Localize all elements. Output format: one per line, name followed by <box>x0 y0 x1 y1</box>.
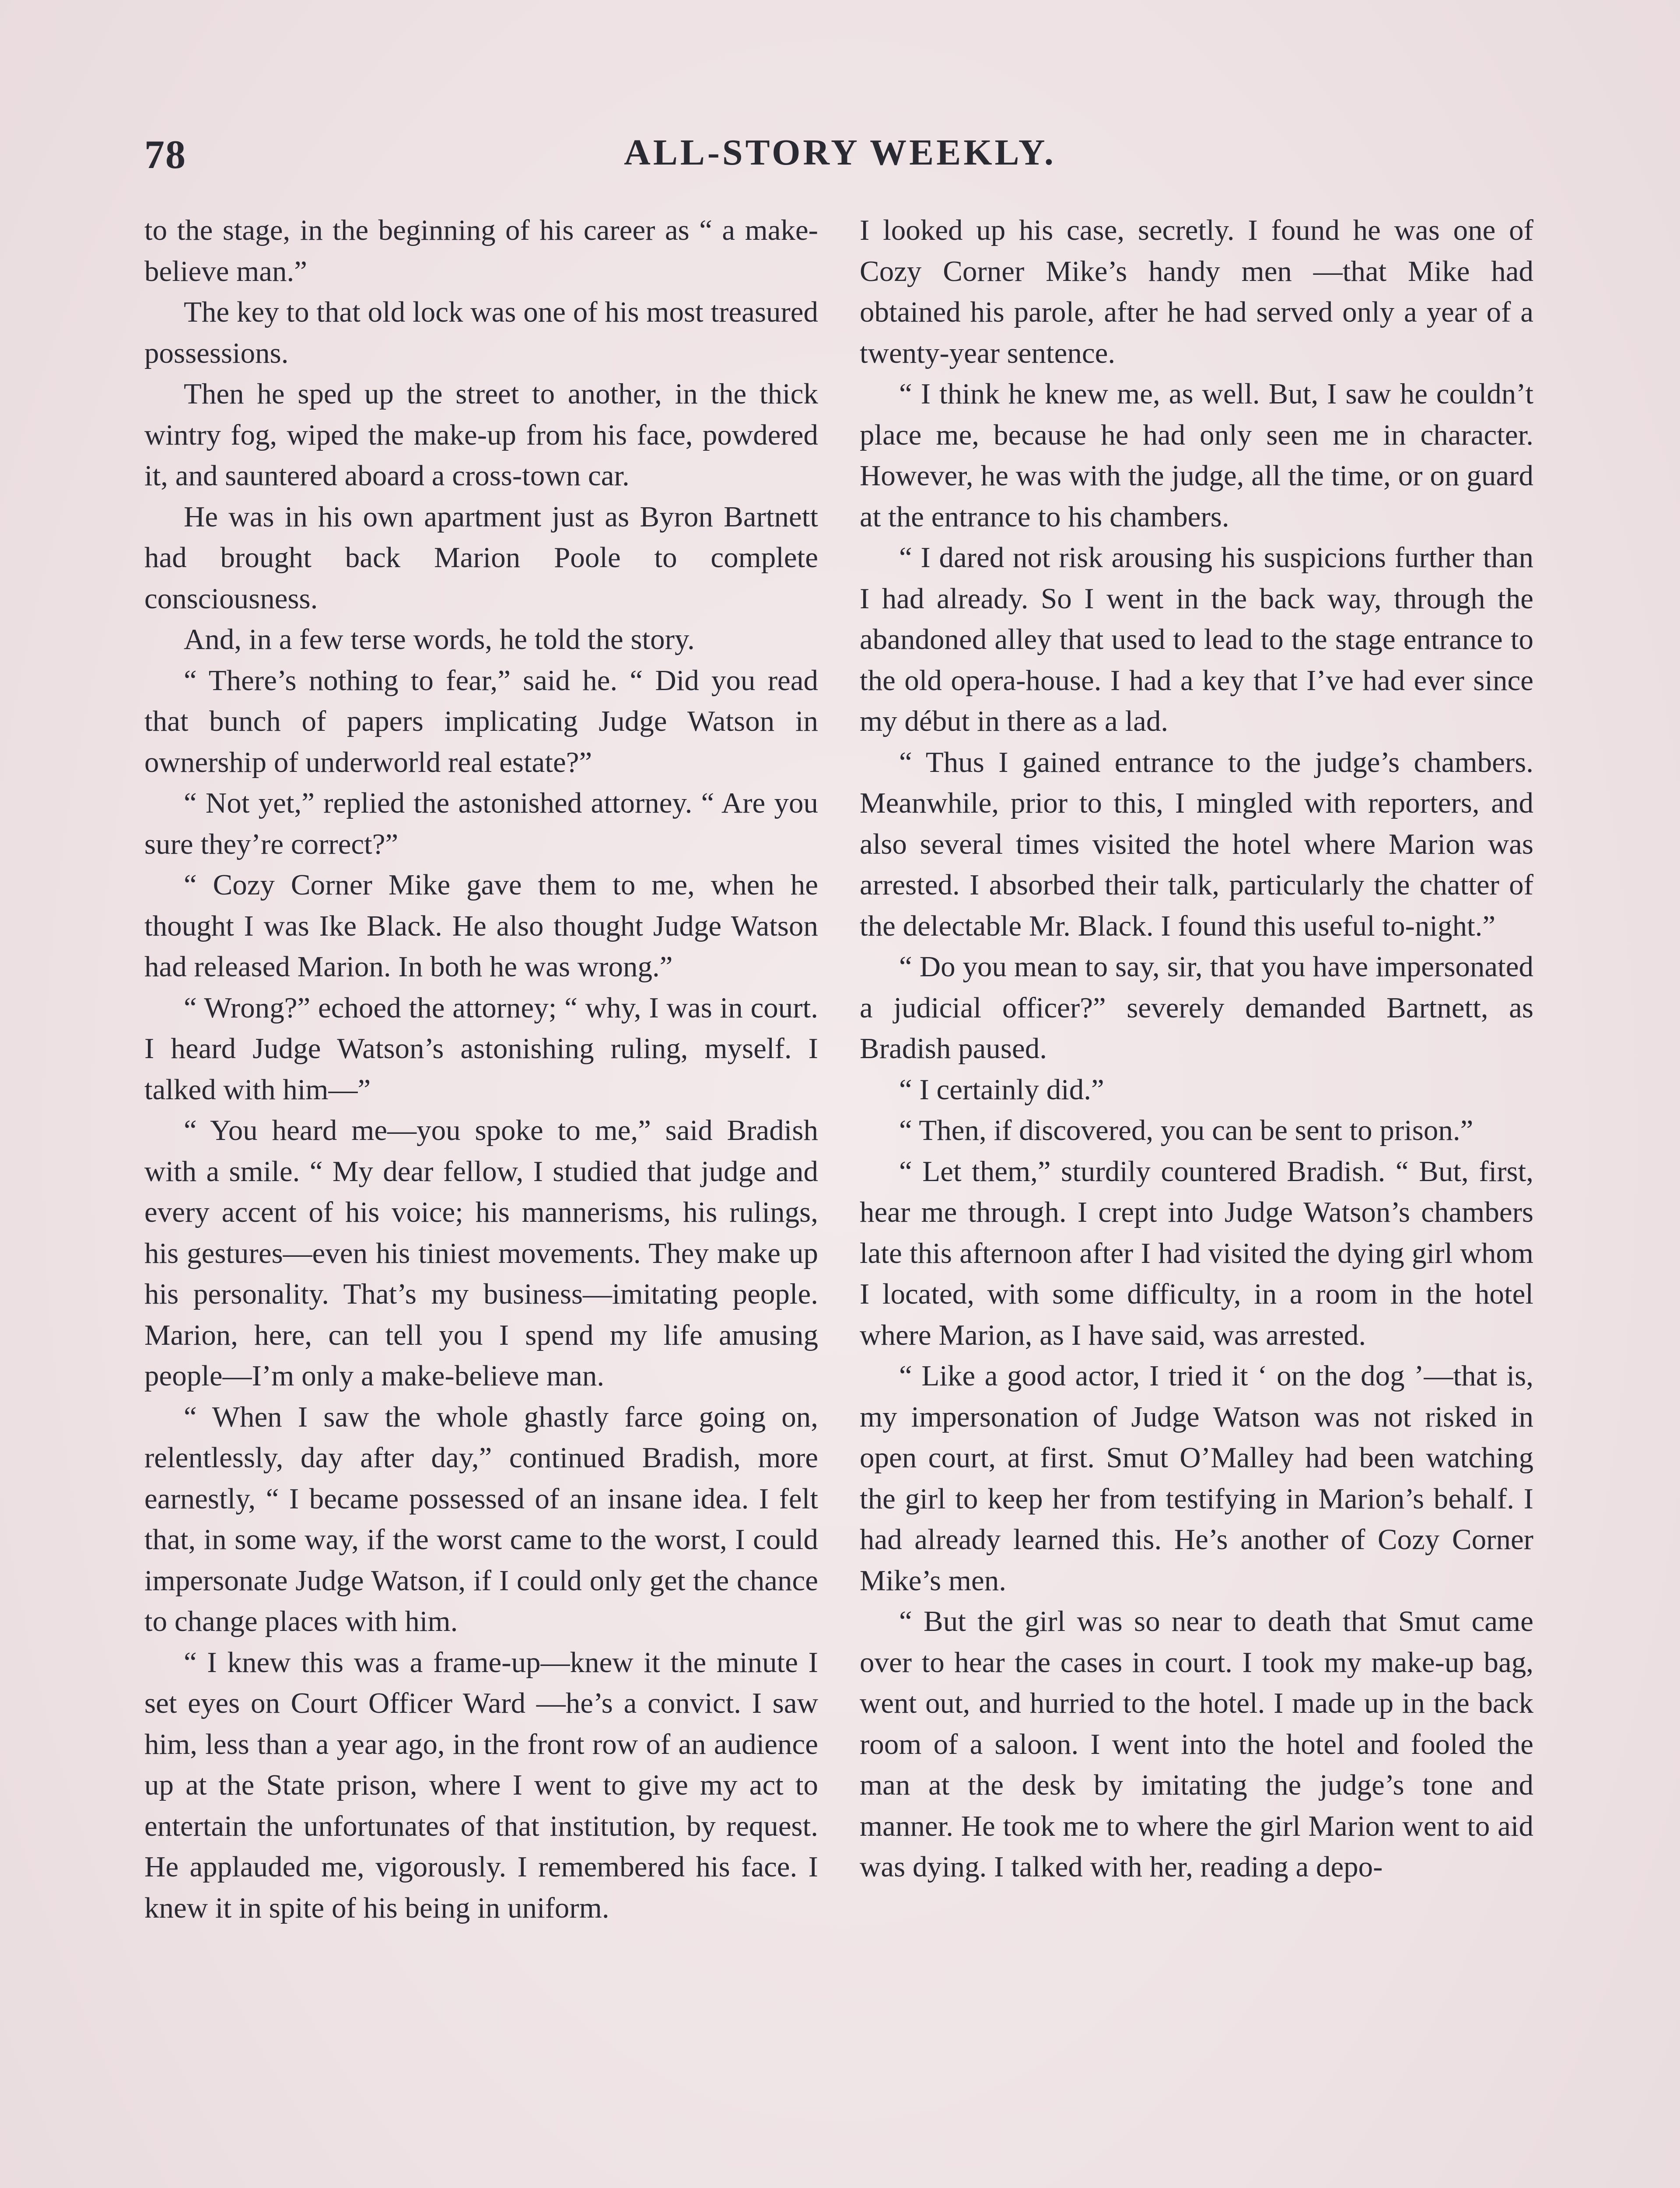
paragraph: The key to that old lock was one of his most treasured possessions. <box>144 296 818 369</box>
paragraph: “ Wrong?” echoed the attorney; “ why, I was in court. I heard Judge Watson’s astonishing ruling, myself. I talked with him—” <box>144 991 818 1106</box>
paragraph: “ But the girl was so near to death that Smut came over to hear the cases in court. I took my make-up bag, went out, and hurried to the hotel. I made up in the back room of a saloon. I went into the hotel and fooled the man at the desk by imitating the judge’s tone and manner. He took me to where the girl Marion went to aid was dying. I talked with her, reading a depo- <box>860 1605 1533 1883</box>
paragraph: to the stage, in the beginning of his career as “ a make-believe man.” <box>144 214 818 288</box>
paragraph: “ You heard me—you spoke to me,” said Bradish with a smile. “ My dear fellow, I studied that judge and every accent of his voice; his mannerisms, his rulings, his gestures—even his tiniest movements. They make up his personality. That’s my business—imitating people. Marion, here, can tell you I spend my life amusing people—I’m only a make-believe man. <box>144 1114 818 1392</box>
paragraph: “ Cozy Corner Mike gave them to me, when he thought I was Ike Black. He also thought Judge Watson had released Marion. In both he was wrong.” <box>144 869 818 983</box>
paragraph: “ Thus I gained entrance to the judge’s chambers. Meanwhile, prior to this, I mingled with reporters, and also several times visited the hotel where Marion was arrested. I absorbed their talk, particularly the chatter of the delectable Mr. Black. I found this useful to-night.” <box>860 746 1533 942</box>
running-title: ALL-STORY WEEKLY. <box>624 132 1056 173</box>
paragraph: “ Then, if discovered, you can be sent to prison.” <box>899 1114 1474 1147</box>
right-text-column <box>860 210 1533 1888</box>
paragraph: “ I certainly did.” <box>899 1073 1104 1106</box>
paragraph: And, in a few terse words, he told the story. <box>184 623 695 656</box>
paragraph: Then he sped up the street to another, in the thick wintry fog, wiped the make-up from his face, powdered it, and sauntered aboard a cross-town car. <box>144 378 818 492</box>
paragraph: “ There’s nothing to fear,” said he. “ Did you read that bunch of papers implicating Judge Watson in ownership of underworld real estate?” <box>144 664 818 778</box>
paragraph: “ When I saw the whole ghastly farce going on, relentlessly, day after day,” continued Bradish, more earnestly, “ I became possessed of an insane idea. I felt that, in some way, if the worst came to the worst, I could impersonate Judge Watson, if I could only get the chance to change places with him. <box>144 1400 818 1637</box>
paragraph: “ Do you mean to say, sir, that you have impersonated a judicial officer?” severely demanded Bartnett, as Bradish paused. <box>860 950 1533 1065</box>
paragraph: “ I dared not risk arousing his suspicions further than I had already. So I went in the back way, through the abandoned alley that used to lead to the stage entrance to the old opera-house. I had a key that I’ve had ever since my début in there as a lad. <box>860 541 1533 737</box>
paragraph: “ I think he knew me, as well. But, I saw he couldn’t place me, because he had only seen me in character. However, he was with the judge, all the time, or on guard at the entrance to his chambers. <box>860 378 1533 533</box>
page-number: 78 <box>144 132 186 177</box>
page-header <box>144 131 1536 184</box>
paragraph: “ I knew this was a frame-up—knew it the minute I set eyes on Court Officer Ward —he’s a convict. I saw him, less than a year ago, in the front row of an audience up at the State prison, where I went to give my act to entertain the unfortunates of that institution, by request. He applauded me, vigorously. I remembered his face. I knew it in spite of his being in uniform. <box>144 1646 818 1924</box>
paragraph: “ Not yet,” replied the astonished attorney. “ Are you sure they’re correct?” <box>144 787 818 860</box>
paragraph: He was in his own apartment just as Byron Bartnett had brought back Marion Poole to complete consciousness. <box>144 500 818 615</box>
left-text-column <box>144 210 818 1929</box>
paragraph: “ Like a good actor, I tried it ‘ on the dog ’—that is, my impersonation of Judge Watson was not risked in open court, at first. Smut O’Malley had been watching the girl to keep her from testifying in Marion’s behalf. I had already learned this. He’s another of Cozy Corner Mike’s men. <box>860 1360 1533 1597</box>
paragraph: “ Let them,” sturdily countered Bradish. “ But, first, hear me through. I crept into Judge Watson’s chambers late this afternoon after I had visited the dying girl whom I located, with some difficulty, in a room in the hotel where Marion, as I have said, was arrested. <box>860 1155 1533 1351</box>
paragraph: I looked up his case, secretly. I found he was one of Cozy Corner Mike’s handy men —that Mike had obtained his parole, after he had served only a year of a twenty-year sentence. <box>860 214 1533 369</box>
